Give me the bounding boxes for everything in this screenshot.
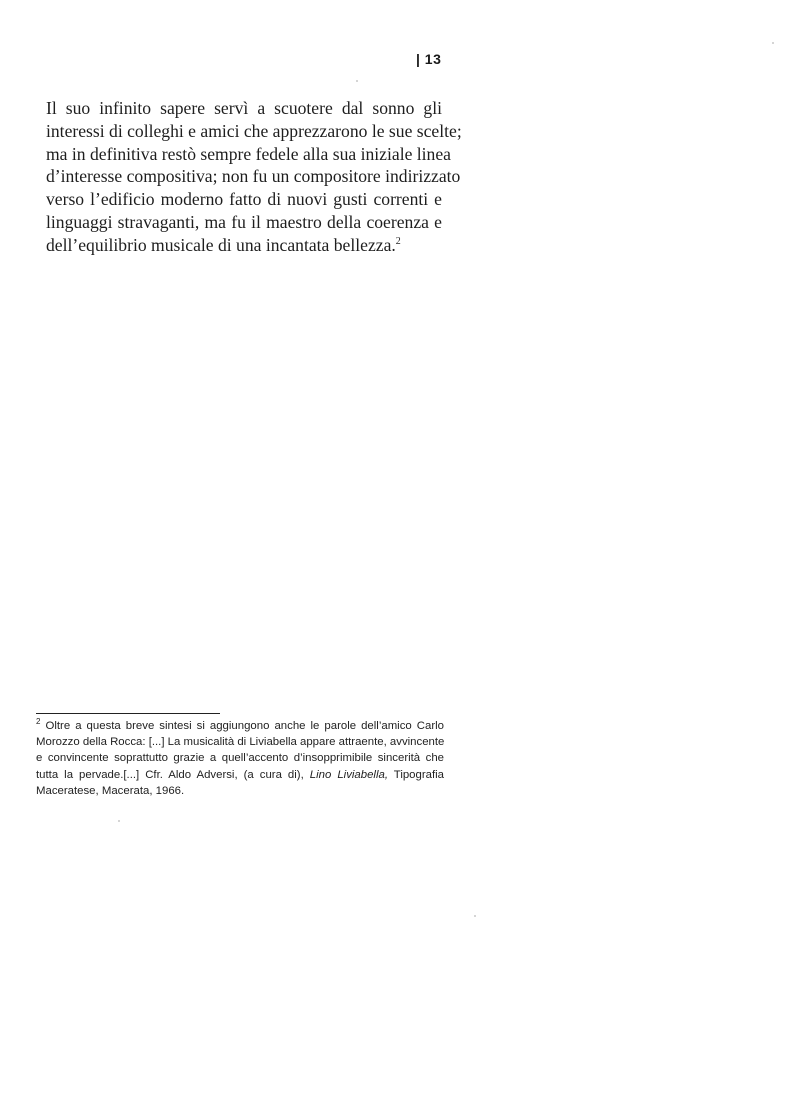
scan-speck (772, 42, 774, 44)
footnote-marker: 2 (36, 717, 41, 727)
footnote-line-tail: Tipografia (387, 768, 445, 781)
body-paragraph (46, 97, 462, 257)
body-line: interessi di colleghi e amici che apprezzarono le sue scelte; (46, 120, 462, 141)
body-line: Il suo infinito sapere servì a scuotere dal sonno gli (46, 98, 442, 118)
scan-speck (118, 820, 120, 822)
body-line-last (46, 234, 442, 257)
footnote-book-title: Lino Liviabella, (309, 768, 388, 781)
body-line: verso l’edificio moderno fatto di nuovi gusti correnti e (46, 189, 442, 210)
footnote-line: e convincente soprattutto grazie a quell’accento d’insopprimibile sincerità che (36, 752, 444, 765)
page-number: | 13 (416, 51, 442, 67)
footnote-line (36, 718, 444, 734)
footnote (36, 718, 444, 799)
footnote-separator (36, 713, 220, 714)
body-line-text: dell’equilibrio musicale di una incantata bellezza. (46, 234, 396, 255)
footnote-reference[interactable]: 2 (395, 235, 401, 247)
footnote-line-text: tutta la pervade.[...] Cfr. Aldo Adversi, (a cura di), (36, 768, 304, 781)
body-line: ma in definitiva restò sempre fedele alla sua iniziale linea (46, 143, 451, 164)
footnote-line (36, 767, 444, 783)
body-line: linguaggi stravaganti, ma fu il maestro della coerenza e (46, 211, 442, 232)
footnote-line: Maceratese, Macerata, 1966. (36, 784, 185, 797)
scan-speck (474, 915, 476, 917)
body-line: d’interesse compositiva; non fu un compositore indirizzato (46, 166, 461, 187)
scan-speck (356, 80, 358, 82)
footnote-line: Morozzo della Rocca: [...] La musicalità di Liviabella appare attraente, avvincente (36, 736, 445, 749)
footnote-line-text: Oltre a questa breve sintesi si aggiungono anche le parole dell’amico Carlo (45, 720, 444, 732)
